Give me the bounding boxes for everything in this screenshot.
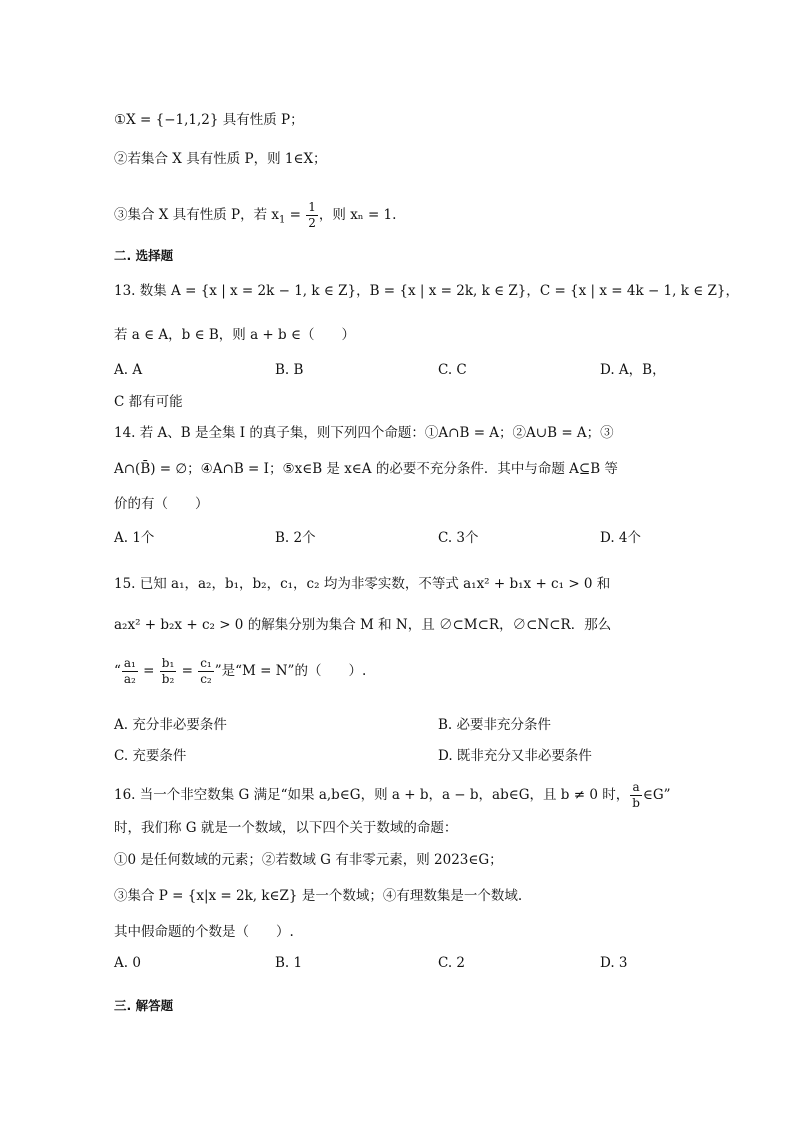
question-16-line5: 其中假命题的个数是（ ）. (114, 924, 294, 940)
q15-option-d: D. 既非充分又非必要条件 (438, 748, 592, 764)
fraction-a1-a2: $\frac{\text{a₁}}{\text{a₂}}$ (123, 656, 136, 686)
question-14: 14. 若 A、B 是全集 I 的真子集，则下列四个命题：①A∩B = A；②A∪B = A；③ (114, 425, 614, 441)
question-16-line4: ③集合 P = {x|x = 2k, k∈Z} 是一个数域；④有理数集是一个数域. (114, 888, 523, 904)
q15-option-a: A. 充分非必要条件 (114, 717, 227, 733)
section-heading-answer: 三. 解答题 (114, 998, 174, 1013)
question-16-line2: 时，我们称 G 就是一个数域，以下四个关于数域的命题： (114, 820, 458, 836)
statement-2: ②若集合 X 具有性质 P，则 1∈X； (114, 151, 327, 167)
q13-option-c: C. C (438, 362, 467, 378)
question-16-line3: ①0 是任何数域的元素；②若数域 G 有非零元素，则 2023∈G； (114, 852, 503, 868)
section-heading-choice: 二. 选择题 (114, 248, 174, 263)
q16-option-d: D. 3 (600, 955, 628, 971)
q13-option-b: B. B (275, 362, 304, 378)
question-13: 13. 数集 A = {x | x = 2k − 1, k ∈ Z}，B = {x | x = 2k, k ∈ Z}，C = {x | x = 4k − 1, k ∈ Z}， (114, 283, 739, 299)
question-16: 16. 当一个非空数集 G 满足“如果 a,b∈G，则 a + b，a − b，ab∈G，且 b ≠ 0 时， $\frac{a}{b}$ ∈G” (114, 780, 671, 810)
q16-option-b: B. 1 (275, 955, 303, 971)
question-14-line3: 价的有（ ） (114, 496, 209, 512)
question-13-stem: 若 a ∈ A，b ∈ B，则 a + b ∈（ ） (114, 327, 355, 343)
q14-option-d: D. 4个 (600, 530, 642, 546)
question-14-line2: A∩(B̄) = ∅；④A∩B = I；⑤x∈B 是 x∈A 的必要不充分条件．其中与命题 A⊆B 等 (114, 461, 618, 477)
fraction-c1-c2: $\frac{\text{c₁}}{\text{c₂}}$ (200, 656, 212, 686)
fraction-a-b: $\frac{a}{b}$ (632, 780, 640, 810)
q14-option-c: C. 3个 (438, 530, 479, 546)
q14-option-b: B. 2个 (275, 530, 316, 546)
question-15: 15. 已知 a₁，a₂，b₁，b₂，c₁，c₂ 均为非零实数，不等式 a₁x² + b₁x + c₁ > 0 和 (114, 576, 611, 592)
q16-option-a: A. 0 (114, 955, 141, 971)
statement-3: ③集合 X 具有性质 P，若 $x_1$ = $\frac{1}{2}$ ，则 xₙ = 1. (114, 200, 397, 230)
statement-1: ①X = {−1,1,2} 具有性质 P； (114, 112, 304, 128)
q15-option-c: C. 充要条件 (114, 748, 187, 764)
question-15-line3: “ $\frac{\text{a₁}}{\text{a₂}}$ = $\frac{\text{b₁}}{\text{b₂}}$ = $\frac{\text{c₁}}{\text{c₂}}$ ”是“M = N”的（ ）. (114, 656, 367, 686)
q16-option-c: C. 2 (438, 955, 466, 971)
fraction-b1-b2: $\frac{\text{b₁}}{\text{b₂}}$ (161, 656, 175, 686)
question-15-line2: a₂x² + b₂x + c₂ > 0 的解集分别为集合 M 和 N，且 ∅⊂M⊂R，∅⊂N⊂R．那么 (114, 617, 612, 633)
q15-option-b: B. 必要非充分条件 (438, 717, 552, 733)
q14-option-a: A. 1个 (114, 530, 155, 546)
fraction-half: $\frac{1}{2}$ (308, 200, 316, 230)
q13-option-d: D. A，B， (600, 362, 666, 378)
q13-option-a: A. A (114, 362, 143, 378)
q13-option-d-cont: C 都有可能 (114, 394, 183, 410)
